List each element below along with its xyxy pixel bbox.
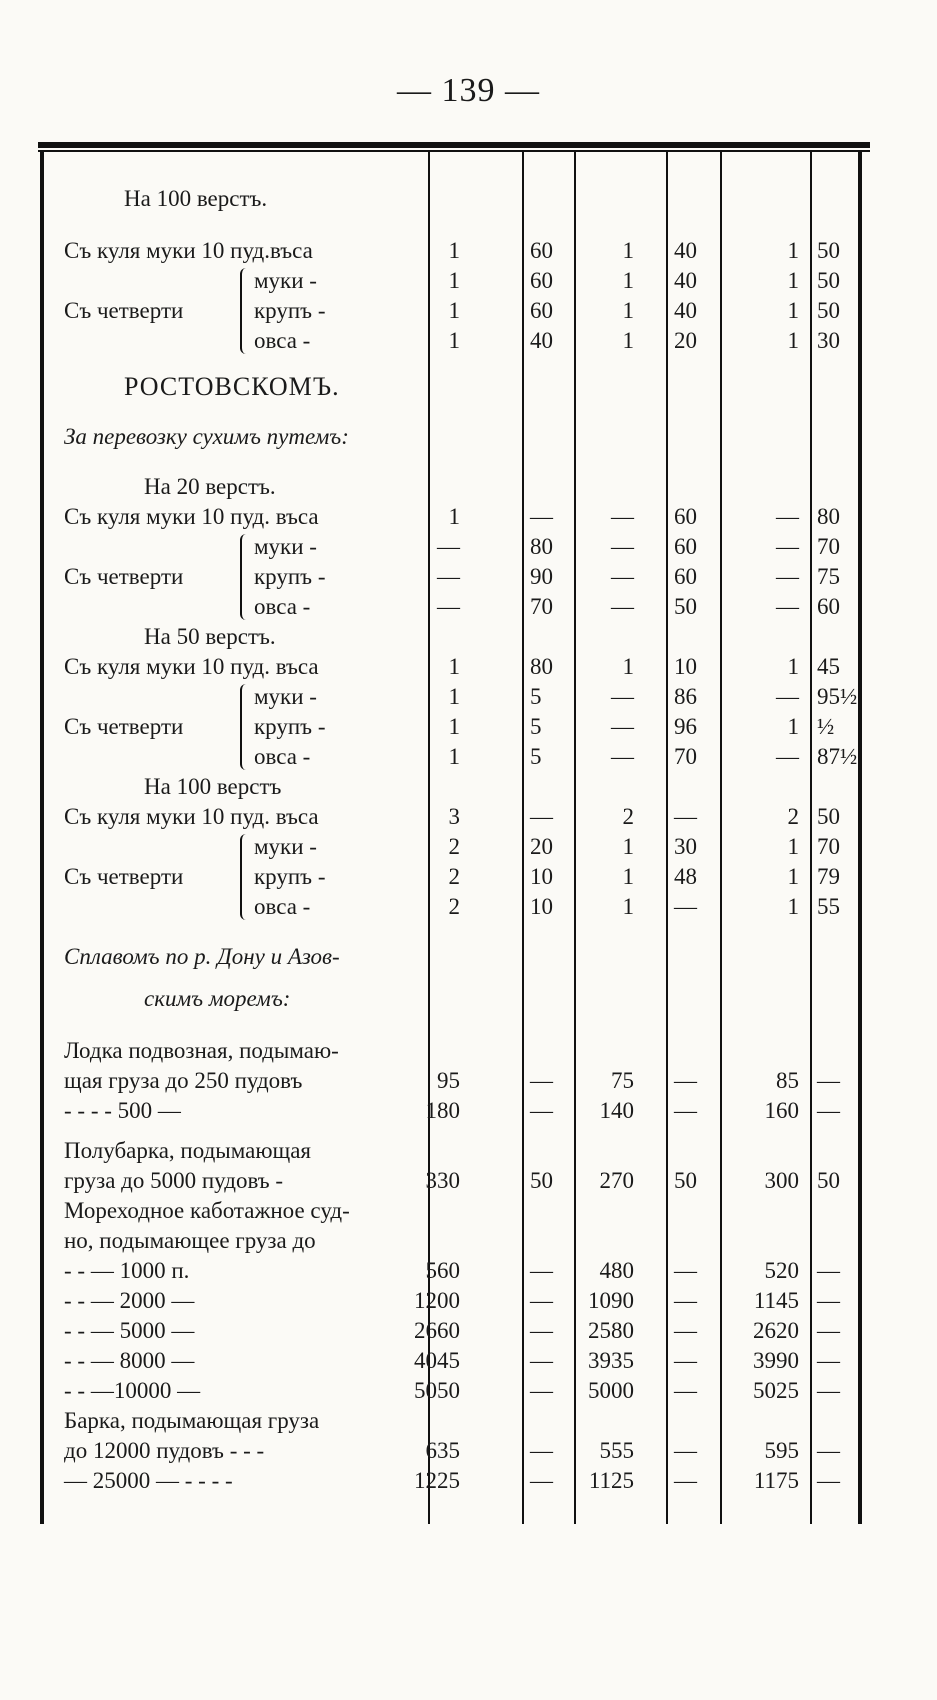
row-description: овса - [254, 328, 311, 353]
cell-value: 50 [817, 804, 840, 829]
cell-value: — [611, 684, 634, 709]
cell-value: 60 [530, 238, 553, 263]
cell-value: 270 [599, 1168, 634, 1193]
row-description: Съ куля муки 10 пуд. въса [64, 654, 319, 679]
cell-value: 1 [622, 268, 634, 293]
cell-value: 1 [448, 298, 460, 323]
table-row [44, 772, 864, 802]
cell-value: 80 [530, 654, 553, 679]
row-description: На 50 верстъ. [144, 624, 276, 649]
row-description: муки - [254, 268, 317, 293]
cell-value: — [611, 534, 634, 559]
cell-value: 50 [817, 298, 840, 323]
cell-value: 1 [787, 894, 799, 919]
cell-value: 70 [530, 594, 553, 619]
cell-value: 1 [787, 298, 799, 323]
cell-value: 40 [674, 268, 697, 293]
cell-value: — [817, 1318, 840, 1343]
table-row [44, 1226, 864, 1256]
cell-value: 30 [817, 328, 840, 353]
cell-value: 40 [674, 298, 697, 323]
cell-value: 520 [764, 1258, 799, 1283]
group-brace [240, 834, 250, 920]
cell-value: 30 [674, 834, 697, 859]
cell-value: 1 [448, 654, 460, 679]
cell-value: 1 [448, 328, 460, 353]
cell-value: 87½ [817, 744, 858, 769]
cell-value: 1125 [588, 1468, 634, 1493]
row-description: - - — 5000 — [64, 1318, 195, 1343]
cell-value: — [674, 1468, 697, 1493]
cell-value: 10 [530, 894, 553, 919]
row-description: Мореходное каботажное суд- [64, 1198, 350, 1223]
cell-value: — [674, 894, 697, 919]
table-row [44, 1196, 864, 1226]
table-row [44, 742, 864, 772]
table-row [44, 1256, 864, 1286]
row-subcategory: крупъ - [254, 714, 326, 739]
row-description: - - — 1000 п. [64, 1258, 190, 1283]
cell-value: — [674, 1438, 697, 1463]
table-row [44, 266, 864, 296]
row-description: РОСТОВСКОМЪ. [124, 372, 340, 401]
cell-value: — [611, 564, 634, 589]
cell-value: 1 [787, 714, 799, 739]
table-row [44, 562, 864, 592]
table-row [44, 1346, 864, 1376]
cell-value: 2 [622, 804, 634, 829]
cell-value: — [530, 1348, 553, 1373]
row-description: За перевозку сухимъ путемъ: [64, 424, 349, 449]
cell-value: — [611, 594, 634, 619]
cell-value: 1225 [414, 1468, 460, 1493]
cell-value: — [530, 1378, 553, 1403]
cell-value: 5 [530, 684, 542, 709]
cell-value: 555 [599, 1438, 634, 1463]
table-row [44, 326, 864, 356]
cell-value: — [530, 1258, 553, 1283]
table-row [44, 532, 864, 562]
table-row [44, 1136, 864, 1166]
cell-value: — [674, 1068, 697, 1093]
table-row [44, 1096, 864, 1126]
cell-value: — [530, 1288, 553, 1313]
cell-value: — [674, 1288, 697, 1313]
cell-value: 480 [599, 1258, 634, 1283]
cell-value: — [437, 564, 460, 589]
table-row [44, 862, 864, 892]
cell-value: 1 [787, 268, 799, 293]
row-description: Съ четверти [64, 864, 184, 889]
row-description: овса - [254, 894, 311, 919]
cell-value: 86 [674, 684, 697, 709]
table-row [44, 832, 864, 862]
cell-value: — [530, 504, 553, 529]
cell-value: 95 [437, 1068, 460, 1093]
cell-value: 1 [448, 714, 460, 739]
cell-value: 2620 [753, 1318, 799, 1343]
cell-value: 85 [776, 1068, 799, 1093]
cell-value: — [674, 804, 697, 829]
cell-value: 2 [448, 834, 460, 859]
cell-value: 1 [622, 864, 634, 889]
cell-value: 1 [622, 298, 634, 323]
table-row [44, 652, 864, 682]
table-row [44, 1066, 864, 1096]
cell-value: 330 [425, 1168, 460, 1193]
cell-value: 45 [817, 654, 840, 679]
row-subcategory: крупъ - [254, 298, 326, 323]
cell-value: 80 [817, 504, 840, 529]
cell-value: — [530, 804, 553, 829]
cell-value: — [817, 1348, 840, 1373]
cell-value: — [437, 534, 460, 559]
cell-value: — [530, 1068, 553, 1093]
table-row [44, 1036, 864, 1066]
cell-value: 1 [787, 834, 799, 859]
cell-value: 1 [622, 894, 634, 919]
row-description: груза до 5000 пудовъ - [64, 1168, 284, 1193]
cell-value: — [674, 1348, 697, 1373]
cell-value: 1 [622, 238, 634, 263]
table-row [44, 422, 864, 452]
cell-value: — [611, 504, 634, 529]
table-row [44, 1406, 864, 1436]
row-description: - - — 2000 — [64, 1288, 195, 1313]
cell-value: 70 [817, 834, 840, 859]
row-description: — 25000 — - - - - [64, 1468, 233, 1493]
cell-value: — [611, 744, 634, 769]
top-rule [38, 142, 870, 148]
cell-value: — [530, 1098, 553, 1123]
cell-value: 1145 [753, 1288, 799, 1313]
row-description: Съ куля муки 10 пуд. въса [64, 504, 319, 529]
cell-value: 5 [530, 744, 542, 769]
table-row [44, 802, 864, 832]
cell-value: — [611, 714, 634, 739]
row-description: - - — 8000 — [64, 1348, 195, 1373]
cell-value: 60 [674, 504, 697, 529]
cell-value: ½ [817, 714, 835, 739]
cell-value: 80 [530, 534, 553, 559]
cell-value: 60 [530, 298, 553, 323]
cell-value: 1175 [753, 1468, 799, 1493]
cell-value: 2660 [414, 1318, 460, 1343]
table-row [44, 942, 864, 972]
cell-value: — [776, 594, 799, 619]
row-description: муки - [254, 834, 317, 859]
table-row [44, 1376, 864, 1406]
cell-value: 10 [674, 654, 697, 679]
table-row [44, 682, 864, 712]
table-row [44, 472, 864, 502]
cell-value: — [776, 534, 799, 559]
cell-value: 55 [817, 894, 840, 919]
cell-value: 20 [530, 834, 553, 859]
table-row [44, 372, 864, 402]
cell-value: 1 [448, 268, 460, 293]
row-description: На 100 верстъ [144, 774, 282, 799]
cell-value: — [530, 1468, 553, 1493]
table-row [44, 592, 864, 622]
cell-value: — [817, 1468, 840, 1493]
cell-value: 50 [674, 594, 697, 619]
cell-value: 1090 [588, 1288, 634, 1313]
cell-value: 5000 [588, 1378, 634, 1403]
row-description: но, подымающее груза до [64, 1228, 316, 1253]
cell-value: 60 [530, 268, 553, 293]
row-description: скимъ моремъ: [144, 986, 291, 1011]
row-description: щая груза до 250 пудовъ [64, 1068, 303, 1093]
cell-value: 90 [530, 564, 553, 589]
cell-value: 96 [674, 714, 697, 739]
cell-value: 75 [611, 1068, 634, 1093]
cell-value: — [817, 1288, 840, 1313]
cell-value: 1 [448, 238, 460, 263]
cell-value: — [530, 1438, 553, 1463]
cell-value: 48 [674, 864, 697, 889]
cell-value: — [530, 1318, 553, 1343]
group-brace [240, 534, 250, 620]
cell-value: 1 [787, 654, 799, 679]
cell-value: 5050 [414, 1378, 460, 1403]
cell-value: 4045 [414, 1348, 460, 1373]
row-description: муки - [254, 684, 317, 709]
cell-value: 3935 [588, 1348, 634, 1373]
row-subcategory: крупъ - [254, 864, 326, 889]
row-subcategory: крупъ - [254, 564, 326, 589]
cell-value: 2 [787, 804, 799, 829]
cell-value: — [817, 1378, 840, 1403]
table-row [44, 984, 864, 1014]
row-description: - - —10000 — [64, 1378, 201, 1403]
cell-value: 140 [599, 1098, 634, 1123]
cell-value: 1 [622, 654, 634, 679]
row-description: Съ четверти [64, 714, 184, 739]
cell-value: 3 [448, 804, 460, 829]
cell-value: 1 [622, 328, 634, 353]
cell-value: 2 [448, 894, 460, 919]
cell-value: 2580 [588, 1318, 634, 1343]
cell-value: — [437, 594, 460, 619]
group-brace [240, 268, 250, 354]
row-description: овса - [254, 744, 311, 769]
cell-value: 70 [817, 534, 840, 559]
cell-value: — [817, 1438, 840, 1463]
cell-value: 1 [787, 328, 799, 353]
cell-value: — [776, 684, 799, 709]
cell-value: 595 [764, 1438, 799, 1463]
cell-value: 20 [674, 328, 697, 353]
cell-value: 60 [817, 594, 840, 619]
table-row [44, 1286, 864, 1316]
row-description: Съ четверти [64, 298, 184, 323]
table-row [44, 502, 864, 532]
group-brace [240, 684, 250, 770]
row-description: овса - [254, 594, 311, 619]
cell-value: 1 [448, 684, 460, 709]
page-number: — 139 — [397, 72, 540, 109]
cell-value: 70 [674, 744, 697, 769]
table-row [44, 892, 864, 922]
cell-value: 40 [674, 238, 697, 263]
cell-value: — [817, 1068, 840, 1093]
row-description: до 12000 пудовъ - - - [64, 1438, 265, 1463]
tariff-table [44, 152, 864, 1524]
cell-value: 60 [674, 564, 697, 589]
cell-value: 2 [448, 864, 460, 889]
cell-value: 560 [425, 1258, 460, 1283]
cell-value: 1 [448, 504, 460, 529]
table-row [44, 1466, 864, 1496]
cell-value: — [776, 504, 799, 529]
cell-value: 160 [764, 1098, 799, 1123]
cell-value: 5 [530, 714, 542, 739]
cell-value: — [674, 1258, 697, 1283]
cell-value: 50 [817, 268, 840, 293]
cell-value: 50 [530, 1168, 553, 1193]
row-description: Барка, подымающая груза [64, 1408, 320, 1433]
cell-value: 50 [817, 238, 840, 263]
row-description: Съ четверти [64, 564, 184, 589]
cell-value: 60 [674, 534, 697, 559]
cell-value: 50 [817, 1168, 840, 1193]
table-row [44, 1316, 864, 1346]
cell-value: 75 [817, 564, 840, 589]
row-description: На 100 верстъ. [124, 186, 268, 211]
cell-value: — [674, 1318, 697, 1343]
cell-value: 3990 [753, 1348, 799, 1373]
row-description: Полубарка, подымающая [64, 1138, 312, 1163]
cell-value: 10 [530, 864, 553, 889]
cell-value: 5025 [753, 1378, 799, 1403]
table-row [44, 184, 864, 214]
table-row [44, 622, 864, 652]
row-description: муки - [254, 534, 317, 559]
cell-value: 180 [425, 1098, 460, 1123]
row-description: Лодка подвозная, подымаю- [64, 1038, 339, 1063]
cell-value: 50 [674, 1168, 697, 1193]
row-description: Съ куля муки 10 пуд.въса [64, 238, 313, 263]
cell-value: — [817, 1098, 840, 1123]
table-row [44, 296, 864, 326]
table-row [44, 1436, 864, 1466]
cell-value: — [674, 1378, 697, 1403]
cell-value: 79 [817, 864, 840, 889]
table-row [44, 1166, 864, 1196]
cell-value: — [776, 744, 799, 769]
cell-value: 1 [448, 744, 460, 769]
cell-value: — [674, 1098, 697, 1123]
cell-value: 1 [787, 864, 799, 889]
cell-value: 40 [530, 328, 553, 353]
cell-value: 635 [425, 1438, 460, 1463]
row-description: На 20 верстъ. [144, 474, 276, 499]
table-row [44, 712, 864, 742]
cell-value: 1 [787, 238, 799, 263]
row-description: - - - - 500 — [64, 1098, 181, 1123]
cell-value: — [776, 564, 799, 589]
cell-value: 300 [764, 1168, 799, 1193]
cell-value: 95½ [817, 684, 858, 709]
cell-value: — [817, 1258, 840, 1283]
cell-value: 1 [622, 834, 634, 859]
row-description: Сплавомъ по р. Дону и Азов- [64, 944, 340, 969]
table-row [44, 236, 864, 266]
row-description: Съ куля муки 10 пуд. въса [64, 804, 319, 829]
cell-value: 1200 [414, 1288, 460, 1313]
